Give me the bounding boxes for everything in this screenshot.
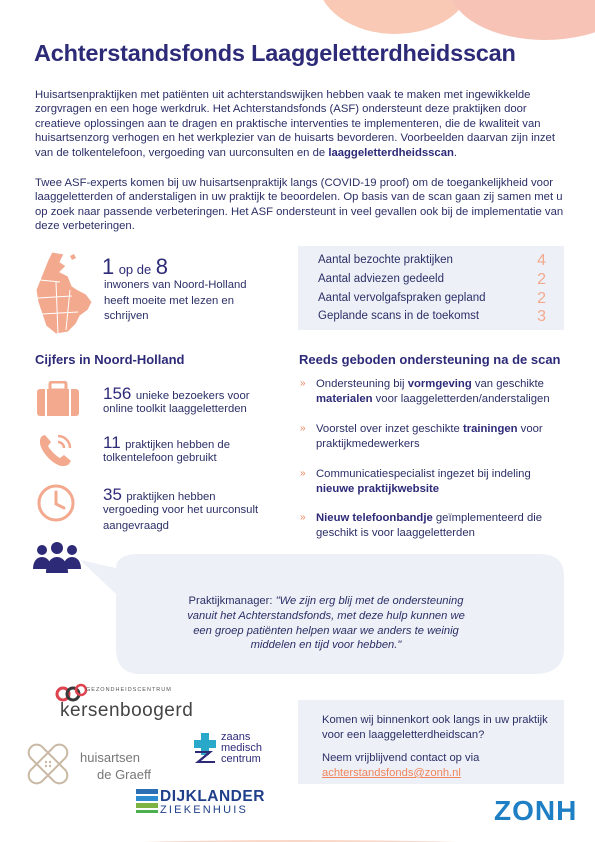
bullet-text: Voorstel over inzet geschikte: [316, 423, 463, 435]
kpi-value: 3: [537, 308, 546, 325]
zaans-logo-text: [221, 732, 262, 765]
bullet-marker: »: [300, 512, 306, 523]
stat-number: 35: [103, 485, 122, 504]
bullet-bold: nieuwe praktijkwebsite: [316, 482, 440, 495]
dijklander-logo-line1: DIJKLANDER: [160, 788, 265, 805]
stat-number: 11: [103, 433, 121, 452]
ratio-text: inwoners van Noord-Holland heeft moeite met lezen en schrijven: [104, 279, 247, 322]
people-icon: [32, 541, 82, 575]
graeff-logo-line2: de Graeff: [97, 767, 151, 782]
cta-question: Komen wij binnenkort ook langs in uw praktijk voor een laaggeletterdheidscan?: [322, 714, 548, 741]
bullet-marker: »: [300, 468, 306, 479]
support-bullet: [300, 422, 566, 451]
quote-text: [178, 594, 474, 653]
intro-bold: laaggeletterdheidsscan: [328, 146, 454, 159]
bullet-text: voor laaggeletterden/anderstaligen: [372, 392, 550, 405]
stat-text-line2: vergoeding voor het uurconsult aangevraagd: [103, 504, 259, 532]
kpi-label: Aantal adviezen gedeeld: [318, 273, 444, 285]
noord-holland-map-icon: [30, 250, 96, 336]
zaans-line: medisch: [221, 742, 262, 754]
stat-text-line2: tolkentelefoon gebruikt: [103, 452, 217, 464]
stat-text: praktijken hebben: [126, 491, 216, 503]
dijklander-logo-icon: [136, 789, 158, 813]
ratio-eight: 8: [155, 254, 168, 279]
intro-text: Huisartsenpraktijken met patiënten uit achterstandswijken hebben vaak te maken met ingewikkelde zorgvragen en een hoge werkdruk. Het Achterstandsfonds (ASF) ondersteunt deze praktijken door creatieve oplossingen aan te dragen en praktische interventies te implementeren, die de kwaliteit van huisartsenzorg verhogen en het werkplezier van de huisarts bevorderen. Voorbeelden daarvan zijn inzet van de tolkentelefoon, vergoeding van uurconsulten en de: [35, 89, 555, 159]
bullet-bold: vormgeving: [407, 378, 472, 390]
kpi-value: 2: [537, 290, 546, 307]
dijklander-logo-line2: ZIEKENHUIS: [160, 804, 249, 816]
quote-body: "We zijn erg blij met de ondersteuning vanuit het Achterstandsfonds, met deze hulp kunnen we een groep patiënten helpen waar we anders te weinig middelen en tijd voor hebben.": [187, 595, 465, 652]
graeff-logo-line1: huisartsen: [80, 750, 140, 765]
kersenboogerd-small-text: GEZONDHEIDSCENTRUM: [86, 687, 172, 693]
support-bullet: [300, 511, 566, 540]
bullet-text: van geschikte: [471, 378, 544, 390]
bandage-logo-icon: [20, 736, 76, 792]
cta-email-link[interactable]: [322, 766, 552, 781]
cijfers-heading: Cijfers in Noord-Holland: [35, 352, 185, 367]
bullet-text: Communicatiespecialist ingezet bij indeling: [316, 468, 531, 480]
quote-speaker: Praktijkmanager:: [188, 595, 276, 607]
kpi-value: 2: [537, 271, 546, 288]
ratio-one: 1: [102, 254, 115, 279]
stat-number: 156: [103, 384, 132, 403]
bullet-marker: »: [300, 423, 306, 434]
stat-text: praktijken hebben de: [125, 439, 230, 451]
email-link[interactable]: achterstandsfonds@zonh.nl: [322, 767, 461, 779]
page-title: Achterstandsfonds Laaggeletterdheidsscan: [34, 40, 516, 66]
zaans-line: centrum: [221, 753, 261, 765]
support-bullet: [300, 377, 566, 406]
bullet-text: Ondersteuning bij: [316, 378, 408, 390]
support-heading: Reeds geboden ondersteuning na de scan: [299, 352, 561, 367]
kpi-row: [318, 292, 546, 311]
kpi-label: Aantal bezochte praktijken: [318, 254, 453, 266]
intro-paragraph-1: [35, 88, 565, 160]
kpi-row: [318, 273, 546, 292]
zaans-logo-icon: [193, 733, 217, 763]
bullet-text: voor praktijkmedewerkers: [316, 423, 543, 450]
briefcase-icon: [36, 381, 80, 417]
bullet-marker: »: [300, 378, 306, 389]
zaans-line: zaans: [221, 731, 251, 743]
bullet-bold: trainingen: [462, 423, 518, 435]
ratio-headline: [102, 254, 168, 280]
kpi-row: [318, 254, 546, 273]
clock-icon: [36, 483, 76, 523]
kpi-row: [318, 310, 546, 329]
phone-icon: [36, 430, 76, 470]
intro-end: .: [453, 146, 458, 159]
stat-text-line2: online toolkit laaggeletterden: [103, 403, 247, 415]
cta-contact: Neem vrijblijvend contact op via: [322, 752, 480, 764]
bullet-bold: Nieuw telefoonbandje: [316, 512, 433, 524]
stat-text: unieke bezoekers voor: [135, 390, 250, 402]
support-bullet: [300, 467, 566, 496]
zonh-logo: ZONH: [494, 795, 578, 826]
bullet-text: geïmplementeerd die geschikt is voor laaggeletterden: [316, 512, 543, 539]
header-decoration: [0, 0, 595, 40]
bullet-bold: materialen: [316, 392, 373, 405]
kersenboogerd-logo-text: kersenboogerd: [60, 700, 194, 721]
kpi-panel: [298, 246, 564, 330]
ratio-op-de: op de: [118, 262, 152, 277]
intro-paragraph-2: Twee ASF-experts komen bij uw huisartsenpraktijk langs (COVID-19 proof) om de toegankelijkheid voor laaggeletterden of anderstaligen in uw praktijk te beoordelen. Op basis van de scan gaan zij samen met u op zoek naar passende verbeteringen. Het ASF ondersteunt in veel gevallen ook bij de implementatie van deze verbeteringen.: [35, 177, 564, 233]
kpi-label: Geplande scans in de toekomst: [318, 310, 480, 322]
kpi-value: 4: [537, 252, 546, 269]
kpi-label: Aantal vervolgafspraken gepland: [318, 292, 486, 304]
